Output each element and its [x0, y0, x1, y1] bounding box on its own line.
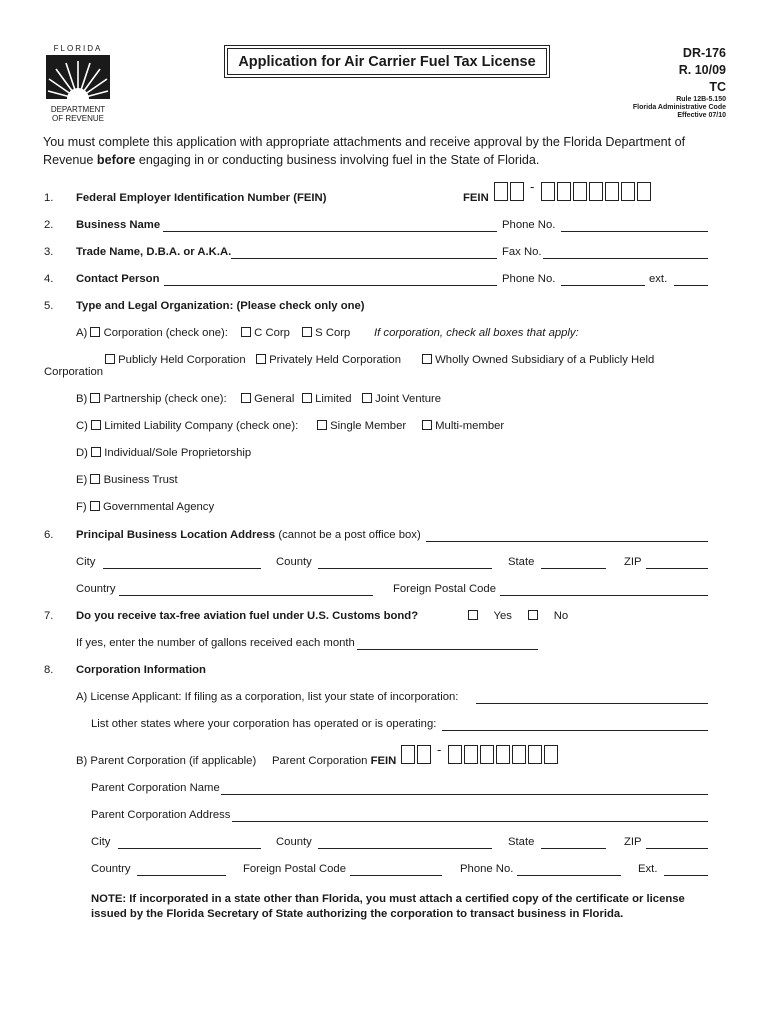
parent-address-label: Parent Corporation Address [91, 809, 231, 821]
single-member-label: Single Member [330, 420, 407, 432]
sunburst-icon [42, 55, 114, 105]
q6-postal-label: Foreign Postal Code [393, 583, 496, 595]
publicly-held-checkbox[interactable] [105, 354, 115, 364]
general-option [241, 393, 294, 405]
fein-digit-box[interactable] [557, 182, 571, 201]
logo-dept-line2: OF REVENUE [51, 114, 104, 123]
s-corp-checkbox[interactable] [302, 327, 312, 337]
general-label: General [254, 393, 295, 405]
logo-dept-line1: DEPARTMENT [50, 105, 106, 114]
state-of-incorporation-field[interactable] [476, 703, 708, 704]
multi-member-checkbox[interactable] [422, 420, 432, 430]
q5-if-corp-note: If corporation, check all boxes that apply: [374, 327, 579, 339]
general-checkbox[interactable] [241, 393, 251, 403]
business-phone-field[interactable] [561, 231, 708, 232]
partnership-checkbox[interactable] [90, 393, 100, 403]
s-corp-label: S Corp [315, 327, 351, 339]
parent-fein-prefix: Parent Corporation [272, 755, 371, 767]
form-admin-code: Florida Administrative Code [632, 104, 726, 111]
publicly-held-option [105, 354, 246, 366]
page-title: Application for Air Carrier Fuel Tax License [227, 48, 547, 75]
q3-fax-label: Fax No. [502, 246, 542, 258]
q5-e-row [76, 474, 178, 486]
contact-phone-field[interactable] [561, 285, 645, 286]
q6-country-label: Country [76, 583, 116, 595]
parent-ext-field[interactable] [664, 875, 708, 876]
privately-held-checkbox[interactable] [256, 354, 266, 364]
q7-no-option [528, 610, 568, 622]
fein-label: FEIN [463, 192, 489, 204]
note-line2: issued by the Florida Secretary of State authorizing the corporation to transact business in Florida. [91, 908, 624, 920]
q6-zip-label: ZIP [624, 556, 642, 568]
parent-fein-digit-box[interactable] [480, 745, 494, 764]
postal-code-field[interactable] [500, 595, 708, 596]
q6-label-row [76, 529, 421, 541]
q5-c-label: Limited Liability Company (check one): [104, 420, 299, 432]
fein-digit-box[interactable] [510, 182, 524, 201]
subsidiary-label: Wholly Owned Subsidiary of a Publicly Held [435, 354, 655, 366]
q7-label: Do you receive tax-free aviation fuel under U.S. Customs bond? [76, 610, 419, 622]
q6-note: (cannot be a post office box) [275, 529, 421, 541]
yes-checkbox[interactable] [468, 610, 478, 620]
business-address-field[interactable] [426, 541, 708, 542]
limited-checkbox[interactable] [302, 393, 312, 403]
fein-suffix-boxes[interactable] [541, 182, 653, 201]
parent-fein-digit-box[interactable] [401, 745, 415, 764]
fax-field[interactable] [543, 258, 708, 259]
q8-label: Corporation Information [76, 664, 206, 676]
llc-checkbox[interactable] [91, 420, 101, 430]
joint-venture-option [362, 393, 441, 405]
fein-digit-box[interactable] [621, 182, 635, 201]
q6-county-label: County [276, 556, 312, 568]
q6-number: 6. [44, 529, 54, 541]
q7-yes-option [468, 610, 512, 622]
single-member-option [317, 420, 406, 432]
privately-held-label: Privately Held Corporation [269, 354, 401, 366]
q5-number: 5. [44, 300, 54, 312]
contact-person-field[interactable] [164, 285, 497, 286]
form-code: TC [709, 80, 726, 94]
florida-dor-logo [42, 44, 114, 122]
business-trust-checkbox[interactable] [90, 474, 100, 484]
q5-d-prefix: D) [76, 447, 88, 459]
fein-digit-box[interactable] [637, 182, 651, 201]
intro-line2 [43, 153, 539, 167]
parent-fein-digit-box[interactable] [544, 745, 558, 764]
no-label: No [553, 610, 569, 622]
q3-number: 3. [44, 246, 54, 258]
limited-option [302, 393, 352, 405]
multi-member-option [422, 420, 504, 432]
q5-e-label: Business Trust [103, 474, 178, 486]
fein-dash: - [530, 179, 535, 194]
q4-number: 4. [44, 273, 54, 285]
parent-name-field[interactable] [221, 794, 708, 795]
q1-number: 1. [44, 192, 54, 204]
fein-digit-box[interactable] [573, 182, 587, 201]
q6-state-label: State [508, 556, 535, 568]
parent-fein-label [272, 755, 396, 767]
q1-label: Federal Employer Identification Number (FEIN) [76, 192, 327, 204]
subsidiary-option [422, 354, 654, 366]
subsidiary-checkbox[interactable] [422, 354, 432, 364]
parent-name-label: Parent Corporation Name [91, 782, 220, 794]
intro-line1: You must complete this application with appropriate attachments and receive approval by the Florida Department of [43, 135, 686, 149]
yes-label: Yes [493, 610, 512, 622]
q4-label: Contact Person [76, 273, 160, 285]
q5-d-row [76, 447, 251, 459]
parent-county-label: County [276, 836, 312, 848]
q5-d-label: Individual/Sole Proprietorship [104, 447, 252, 459]
governmental-agency-checkbox[interactable] [90, 501, 100, 511]
parent-postal-field[interactable] [350, 875, 442, 876]
parent-fein-bold: FEIN [370, 755, 397, 767]
q5-b-prefix: B) [76, 393, 88, 405]
q5-f-label: Governmental Agency [102, 501, 215, 513]
q5-b-label: Partnership (check one): [103, 393, 227, 405]
parent-county-field[interactable] [318, 848, 492, 849]
q5-a-prefix: A) [76, 327, 88, 339]
q5-f-row [76, 501, 214, 513]
parent-fein-digit-box[interactable] [496, 745, 510, 764]
subsidiary-label-cont: Corporation [44, 366, 104, 378]
other-states-field[interactable] [442, 730, 708, 731]
state-field[interactable] [541, 568, 606, 569]
fein-digit-box[interactable] [605, 182, 619, 201]
parent-fein-digit-box[interactable] [512, 745, 526, 764]
fein-digit-box[interactable] [494, 182, 508, 201]
fein-prefix-boxes[interactable] [494, 182, 526, 201]
q2-label: Business Name [76, 219, 161, 231]
parent-fein-digit-box[interactable] [448, 745, 462, 764]
contact-ext-field[interactable] [674, 285, 708, 286]
q8-a-label: A) License Applicant: If filing as a corporation, list your state of incorporation: [76, 691, 459, 703]
zip-field[interactable] [646, 568, 708, 569]
q8-b-label: B) Parent Corporation (if applicable) [76, 755, 257, 767]
q4-ext-label: ext. [649, 273, 668, 285]
intro-text-end: engaging in or conducting business involving fuel in the State of Florida. [135, 153, 540, 167]
c-corp-option [241, 327, 290, 339]
q5-a-label: Corporation (check one): [103, 327, 228, 339]
parent-address-field[interactable] [232, 821, 708, 822]
parent-country-field[interactable] [137, 875, 226, 876]
joint-venture-label: Joint Venture [375, 393, 442, 405]
q5-c-prefix: C) [76, 420, 88, 432]
q4-phone-label: Phone No. [502, 273, 556, 285]
form-rule: Rule 12B-5.150 [676, 96, 726, 103]
q5-a-row [76, 327, 228, 339]
intro-text: Revenue [43, 153, 97, 167]
parent-state-field[interactable] [541, 848, 606, 849]
title-box [224, 45, 550, 78]
s-corp-option [302, 327, 350, 339]
parent-phone-field[interactable] [517, 875, 621, 876]
parent-fein-prefix-boxes[interactable] [401, 745, 433, 764]
gallons-field[interactable] [357, 649, 538, 650]
q7-gallons-label: If yes, enter the number of gallons received each month [76, 637, 355, 649]
sole-proprietor-checkbox[interactable] [91, 447, 101, 457]
privately-held-option [256, 354, 401, 366]
form-revision: R. 10/09 [678, 63, 726, 77]
parent-fein-digit-box[interactable] [417, 745, 431, 764]
intro-bold: before [96, 153, 136, 167]
joint-venture-checkbox[interactable] [362, 393, 372, 403]
parent-fein-digit-box[interactable] [528, 745, 542, 764]
q5-f-prefix: F) [76, 501, 87, 513]
parent-city-label: City [91, 836, 111, 848]
parent-fein-dash: - [437, 742, 442, 757]
parent-zip-field[interactable] [646, 848, 708, 849]
parent-zip-label: ZIP [624, 836, 642, 848]
q2-number: 2. [44, 219, 54, 231]
county-field[interactable] [318, 568, 492, 569]
form-number: DR-176 [682, 46, 726, 60]
parent-fein-digit-box[interactable] [464, 745, 478, 764]
q5-e-prefix: E) [76, 474, 88, 486]
q8-number: 8. [44, 664, 54, 676]
city-field[interactable] [103, 568, 261, 569]
c-corp-checkbox[interactable] [241, 327, 251, 337]
multi-member-label: Multi-member [435, 420, 505, 432]
q8-other-states-label: List other states where your corporation has operated or is operating: [91, 718, 437, 730]
fein-digit-box[interactable] [589, 182, 603, 201]
trade-name-field[interactable] [231, 258, 497, 259]
parent-state-label: State [508, 836, 535, 848]
parent-ext-label: Ext. [638, 863, 658, 875]
q3-label: Trade Name, D.B.A. or A.K.A. [76, 246, 232, 258]
q6-city-label: City [76, 556, 96, 568]
parent-city-field[interactable] [118, 848, 261, 849]
form-effective: Effective 07/10 [677, 112, 726, 119]
q5-c-row [76, 420, 298, 432]
logo-state-text: FLORIDA [53, 44, 103, 53]
q7-number: 7. [44, 610, 54, 622]
fein-digit-box[interactable] [541, 182, 555, 201]
parent-postal-label: Foreign Postal Code [243, 863, 346, 875]
corporation-checkbox[interactable] [90, 327, 100, 337]
business-name-field[interactable] [163, 231, 497, 232]
single-member-checkbox[interactable] [317, 420, 327, 430]
c-corp-label: C Corp [254, 327, 290, 339]
note-line1: NOTE: If incorporated in a state other than Florida, you must attach a certified copy of the certificate or license [91, 893, 685, 905]
no-checkbox[interactable] [528, 610, 538, 620]
parent-phone-label: Phone No. [460, 863, 514, 875]
q5-label: Type and Legal Organization: (Please check only one) [76, 300, 365, 312]
parent-fein-suffix-boxes[interactable] [448, 745, 560, 764]
q6-label: Principal Business Location Address [76, 529, 276, 541]
limited-label: Limited [315, 393, 352, 405]
parent-country-label: Country [91, 863, 131, 875]
q5-b-row [76, 393, 227, 405]
publicly-held-label: Publicly Held Corporation [118, 354, 246, 366]
q2-phone-label: Phone No. [502, 219, 556, 231]
country-field[interactable] [119, 595, 373, 596]
